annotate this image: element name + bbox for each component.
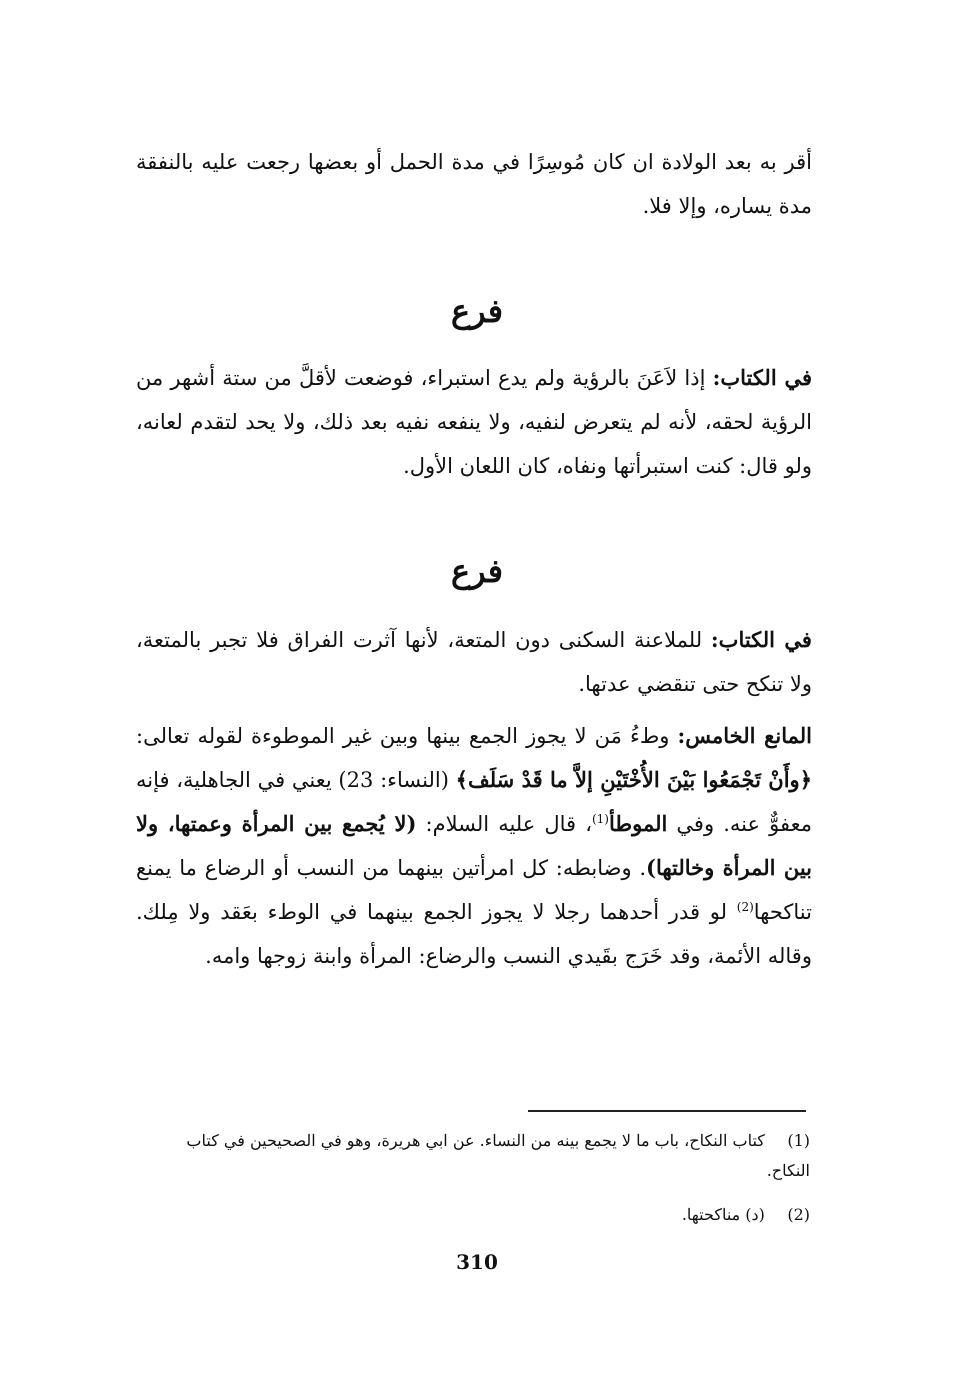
paragraph-2-text: إذا لاَعَنَ بالرؤية ولم يدع استبراء، فوضعت لأقلَّ من ستة أشهر من الرؤية لحقه، لأنه لم يتعرض لنفيه، ولا ينفعه نفيه بعد ذلك، ولا يحد لتقدم لعانه، ولو قال: كنت استبرأتها ونفاه، كان اللعان الأول.	[136, 366, 812, 478]
section-heading-2: فرع	[450, 552, 504, 590]
paragraph-4: المانع الخامس: وطءُ مَن لا يجوز الجمع بينها وبين غير الموطوءة لقوله تعالى: ﴿وأَنْ تَجْمَعُوا بَيْنَ الأُخْتَيْنِ إلاَّ ما قَدْ سَلَف﴾ (النساء: 23) يعني في الجاهلية، فإنه معفوٌّ عنه. وفي الموطأ$^{(1)}$، قال عليه السلام: (لا يُجمع بين المرأة وعمتها، ولا بين المرأة وخالتها). وضابطه: كل امرأتين بينهما من النسب أو الرضاع ما يمنع تناكحها$^{(2)}$ لو قدر أحدهما رجلا لا يجوز الجمع بينهما في الوطء بعَقد ولا مِلك. وقاله الأئمة، وقد خَرَج بقَيدي النسب والرضاع: المرأة وابنة زوجها وامه.	[136, 723, 812, 968]
paragraph-2	[136, 356, 812, 488]
footnote-marker-2: (2)	[736, 900, 754, 914]
paragraph-3-text: للملاعنة السكنى دون المتعة، لأنها آثرت الفراق فلا تجبر بالمتعة، ولا تنكح حتى تنقضي عدتها.	[136, 628, 812, 696]
paragraph-2-lead: في الكتاب:	[712, 365, 812, 390]
paragraph-4-lead: المانع الخامس:	[677, 723, 812, 748]
footnote-1-text: كتاب النكاح، باب ما لا يجمع بينه من النساء. عن ابي هريرة، وهو في الصحيحين في كتاب النكاح.	[186, 1131, 810, 1180]
footnote-1	[160, 1126, 810, 1186]
footnote-1-number: (1)	[787, 1131, 810, 1150]
footnote-2-number: (2)	[787, 1205, 810, 1224]
hadith-quote: (لا يُجمع بين المرأة وعمتها، ولا بين المرأة وخالتها)	[136, 811, 812, 880]
paragraph-3	[136, 618, 812, 706]
footnote-2	[160, 1200, 810, 1230]
footnote-divider	[528, 1110, 806, 1112]
footnote-2-text: (د) مناكحتها.	[681, 1205, 765, 1224]
page-number: 310	[456, 1250, 498, 1274]
quran-verse: ﴿وأَنْ تَجْمَعُوا بَيْنَ الأُخْتَيْنِ إلاَّ ما قَدْ سَلَف﴾	[455, 767, 812, 792]
paragraph-3-lead: في الكتاب:	[710, 627, 812, 652]
muwatta-reference: الموطأ	[608, 811, 668, 836]
paragraph-1: أقر به بعد الولادة ان كان مُوسِرًا في مدة الحمل أو بعضها رجعت عليه بالنفقة مدة يساره، وإلا فلا.	[136, 150, 812, 218]
section-heading-1: فرع	[450, 292, 504, 330]
footnote-marker-1: (1)	[591, 812, 609, 826]
